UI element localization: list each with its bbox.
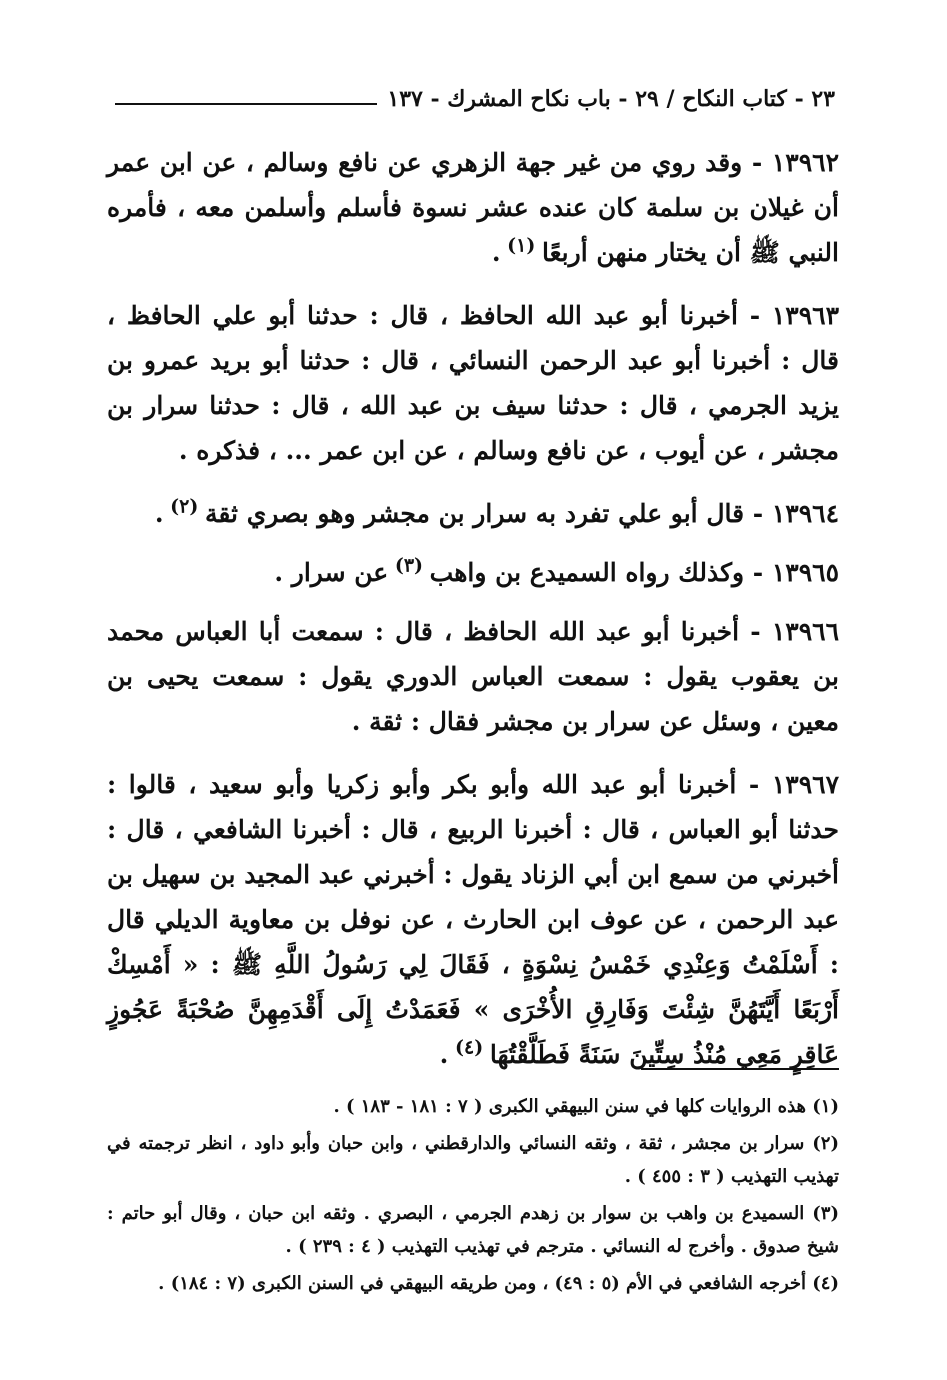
running-header — [115, 78, 835, 112]
paragraph-tail: . — [154, 499, 164, 528]
running-title: ٢٣ - كتاب النكاح / ٢٩ - باب نكاح المشرك - ١٣٧ — [387, 86, 835, 112]
paragraph-text: - قال أبو علي تفرد به سرار بن مجشر وهو بصري ثقة — [205, 499, 772, 528]
paragraph-13966 — [107, 609, 839, 744]
paragraph-text: - أخبرنا أبو عبد الله الحافظ ، قال : حدثنا أبو علي الحافظ ، قال : أخبرنا أبو عبد الرحمن النسائي ، قال : حدثنا أبو بريد عمرو بن يزيد الجرمي ، قال : حدثنا سيف بن عبد الله ، قال : حدثنا سرار بن مجشر ، عن أيوب ، عن نافع وسالم ، عن ابن عمر ... ، فذكره . — [107, 301, 839, 465]
hadith-number: ١٣٩٦٣ — [771, 301, 839, 330]
footnote-marker: (٢) — [163, 495, 205, 518]
footnote-3: (٣) السميدع بن واهب بن سوار بن زهدم الجرمي ، البصري . وثقه ابن حبان ، وقال أبو حاتم : شيخ صدوق . وأخرج له النسائي . مترجم في تهذيب التهذيب ( ٤ : ٢٣٩ ) . — [107, 1203, 839, 1257]
footnote-marker: (٤) — [448, 1036, 490, 1059]
paragraph-text: - وقد روي من غير جهة الزهري عن نافع وسالم ، عن ابن عمر أن غيلان بن سلمة كان عنده عشر نسوة فأسلم وأسلمن معه ، فأمره النبي ﷺ أن يختار منهن أربعًا — [107, 148, 839, 267]
hadith-number: ١٣٩٦٥ — [771, 558, 839, 587]
hadith-number: ١٣٩٦٧ — [771, 770, 839, 799]
footnote-1: (١) هذه الروايات كلها في سنن البيهقي الكبرى ( ٧ : ١٨١ - ١٨٣ ) . — [333, 1096, 839, 1117]
main-text — [107, 140, 839, 1095]
footnote-4: (٤) أخرجه الشافعي في الأم (٥ : ٤٩) ، ومن طريقه البيهقي في السنن الكبرى (٧ : ١٨٤) . — [158, 1273, 839, 1294]
footnote-separator — [641, 1068, 839, 1070]
hadith-number: ١٣٩٦٦ — [771, 617, 839, 646]
paragraph-tail: . — [491, 238, 501, 267]
paragraph-text: - أخبرنا أبو عبد الله وأبو بكر وأبو زكريا وأبو سعيد ، قالوا : حدثنا أبو العباس ، قال : أخبرنا الربيع ، قال : أخبرنا الشافعي ، قال : أخبرني من سمع ابن أبي الزناد يقول : أخبرني عبد المجيد بن سهيل بن عبد الرحمن ، عن عوف ابن الحارث ، عن نوفل بن معاوية الديلي قال : أَسْلَمْتُ وَعِنْدِي خَمْسُ نِسْوَةٍ ، فَقَالَ لِي رَسُولُ اللَّهِ ﷺ : « أَمْسِكْ أَرْبَعًا أَيَّتَهُنَّ شِئْتَ وَفَارِقِ الأُخْرَى » فَعَمَدْتُ إِلَى أَقْدَمِهِنَّ صُحْبَةً عَجُوزٍ عَاقِرٍ مَعِي مُنْذُ سِتِّينَ سَنَةً فَطَلَّقْتُهَا — [107, 770, 839, 1069]
footnote-marker: (٣) — [388, 554, 430, 577]
hadith-number: ١٣٩٦٤ — [771, 499, 839, 528]
paragraph-13967 — [107, 762, 839, 1077]
footnote-marker: (١) — [500, 234, 542, 257]
paragraph-text: - وكذلك رواه السميدع بن واهب — [429, 558, 772, 587]
paragraph-13963 — [107, 293, 839, 473]
header-rule — [115, 103, 377, 105]
paragraph-tail: . — [439, 1040, 449, 1069]
paragraph-13964 — [107, 491, 839, 536]
hadith-number: ١٣٩٦٢ — [771, 148, 839, 177]
paragraph-13965 — [107, 550, 839, 595]
paragraph-text: - أخبرنا أبو عبد الله الحافظ ، قال : سمعت أبا العباس محمد بن يعقوب يقول : سمعت العباس الدوري يقول : سمعت يحيى بن معين ، وسئل عن سرار بن مجشر فقال : ثقة . — [107, 617, 839, 736]
footnotes — [107, 1090, 839, 1304]
paragraph-tail: عن سرار . — [274, 558, 389, 587]
footnote-2: (٢) سرار بن مجشر ، ثقة ، وثقه النسائي والدارقطني ، وابن حبان وأبو داود ، انظر ترجمته في تهذيب التهذيب ( ٣ : ٤٥٥ ) . — [107, 1133, 839, 1187]
paragraph-13962 — [107, 140, 839, 275]
